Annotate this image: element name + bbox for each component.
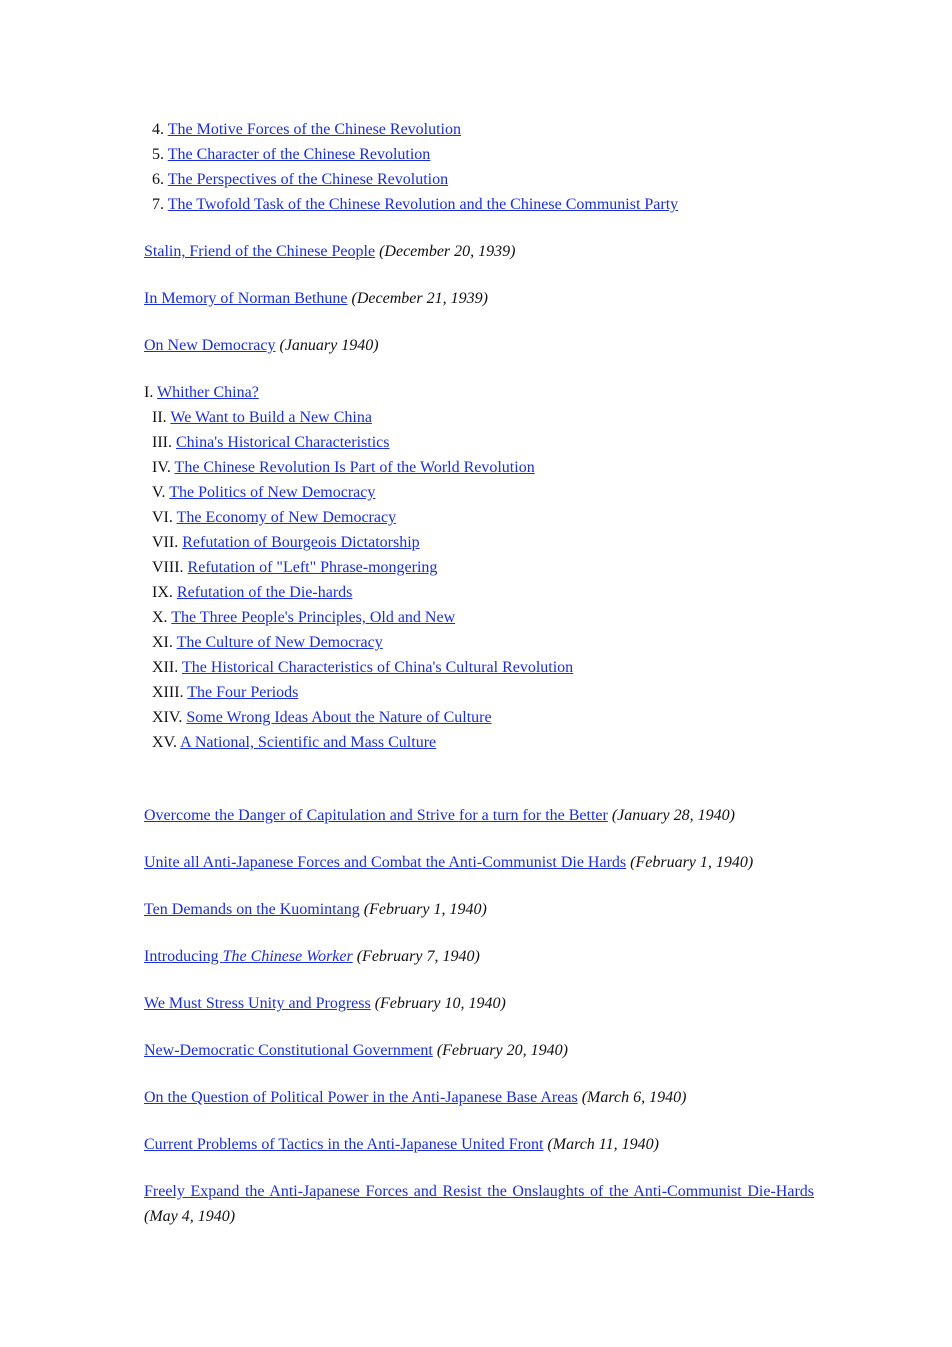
list-item (144, 580, 814, 605)
section-link-4[interactable]: The Chinese Revolution Is Part of the World Revolution (174, 459, 535, 476)
list-item (144, 505, 814, 530)
section-link-12[interactable]: The Historical Characteristics of China's Cultural Revolution (181, 659, 574, 676)
toc-link-ten-demands[interactable]: Ten Demands on the Kuomintang (144, 901, 360, 918)
document-page (144, 117, 814, 1229)
section-number: XI. (152, 634, 173, 651)
entry-date: (December 20, 1939) (379, 243, 516, 260)
toc-link-freely-expand[interactable]: Freely Expand the Anti-Japanese Forces and Resist the Onslaughts of the Anti-Communist Die-Hards (144, 1183, 814, 1200)
section-number: X. (152, 609, 168, 626)
section-link-2[interactable]: We Want to Build a New China (170, 409, 372, 426)
toc-link-current-problems-tactics[interactable]: Current Problems of Tactics in the Anti-Japanese United Front (144, 1136, 544, 1153)
toc-entry (144, 803, 814, 828)
section-link-9[interactable]: Refutation of the Die-hards (176, 584, 353, 601)
entry-date: (February 1, 1940) (363, 901, 487, 918)
section-number: IV. (152, 459, 171, 476)
entry-date: (February 20, 1940) (436, 1042, 568, 1059)
section-number: XIII. (152, 684, 184, 701)
section-link-6[interactable]: The Economy of New Democracy (176, 509, 397, 526)
list-item (144, 680, 814, 705)
entry-date: (January 1940) (279, 337, 379, 354)
section-link-8[interactable]: Refutation of "Left" Phrase-mongering (187, 559, 438, 576)
list-item (144, 530, 814, 555)
list-item (144, 555, 814, 580)
section-link-13[interactable]: The Four Periods (187, 684, 299, 701)
toc-link-character[interactable]: The Character of the Chinese Revolution (167, 146, 431, 163)
entry-date: (March 11, 1940) (547, 1136, 659, 1153)
section-link-15[interactable]: A National, Scientific and Mass Culture (180, 734, 437, 751)
list-item (144, 705, 814, 730)
toc-entry (144, 1038, 814, 1063)
section-link-1[interactable]: Whither China? (157, 384, 259, 401)
section-number: VII. (152, 534, 179, 551)
list-item (144, 455, 814, 480)
chinese-revolution-subsections (152, 117, 814, 217)
section-number: IX. (152, 584, 173, 601)
toc-link-stalin-friend[interactable]: Stalin, Friend of the Chinese People (144, 243, 376, 260)
item-number: 7. (152, 196, 164, 213)
entry-date: (February 7, 1940) (356, 948, 480, 965)
section-link-3[interactable]: China's Historical Characteristics (175, 434, 390, 451)
toc-link-introducing-chinese-worker[interactable] (144, 948, 353, 965)
toc-link-unity-progress[interactable]: We Must Stress Unity and Progress (144, 995, 371, 1012)
section-number: XIV. (152, 709, 183, 726)
section-link-14[interactable]: Some Wrong Ideas About the Nature of Culture (186, 709, 492, 726)
list-item (152, 142, 814, 167)
section-link-11[interactable]: The Culture of New Democracy (176, 634, 383, 651)
section-number: VIII. (152, 559, 184, 576)
toc-link-unite-forces[interactable]: Unite all Anti-Japanese Forces and Combat the Anti-Communist Die Hards (144, 854, 627, 871)
entry-date: (February 10, 1940) (374, 995, 506, 1012)
toc-link-new-democracy[interactable]: On New Democracy (144, 337, 276, 354)
toc-entry (144, 897, 814, 922)
toc-link-motive-forces[interactable]: The Motive Forces of the Chinese Revolution (167, 121, 461, 138)
list-item (152, 192, 814, 217)
section-link-10[interactable]: The Three People's Principles, Old and New (171, 609, 456, 626)
link-text: Introducing (144, 948, 223, 965)
toc-link-twofold-task[interactable]: The Twofold Task of the Chinese Revolution and the Chinese Communist Party (167, 196, 679, 213)
section-number: XV. (152, 734, 178, 751)
toc-link-constitutional-government[interactable]: New-Democratic Constitutional Government (144, 1042, 433, 1059)
toc-link-norman-bethune[interactable]: In Memory of Norman Bethune (144, 290, 348, 307)
entry-date: (February 1, 1940) (630, 854, 754, 871)
entry-date: (March 6, 1940) (581, 1089, 687, 1106)
list-item (144, 480, 814, 505)
entry-date: (December 21, 1939) (351, 290, 488, 307)
toc-entry (144, 286, 814, 311)
list-item (152, 117, 814, 142)
toc-entry (144, 991, 814, 1016)
toc-entry (144, 239, 814, 264)
toc-link-overcome-capitulation[interactable]: Overcome the Danger of Capitulation and Strive for a turn for the Better (144, 807, 608, 824)
item-number: 6. (152, 171, 164, 188)
toc-entry (144, 1085, 814, 1110)
list-item (144, 630, 814, 655)
toc-link-political-power[interactable]: On the Question of Political Power in the Anti-Japanese Base Areas (144, 1089, 578, 1106)
toc-entry (144, 944, 814, 969)
section-number: V. (152, 484, 166, 501)
toc-entry (144, 1179, 814, 1229)
entry-date: (May 4, 1940) (144, 1208, 236, 1225)
list-item (144, 655, 814, 680)
item-number: 5. (152, 146, 164, 163)
toc-entry (144, 850, 814, 875)
section-number: III. (152, 434, 172, 451)
list-item (144, 430, 814, 455)
entry-date: (January 28, 1940) (611, 807, 735, 824)
list-item (144, 380, 814, 405)
list-item (152, 167, 814, 192)
section-number: I. (144, 384, 154, 401)
section-number: VI. (152, 509, 173, 526)
list-item (144, 605, 814, 630)
list-item (144, 730, 814, 755)
section-link-5[interactable]: The Politics of New Democracy (169, 484, 376, 501)
new-democracy-sections (144, 380, 814, 755)
publication-title: The Chinese Worker (222, 948, 353, 965)
toc-entry (144, 1132, 814, 1157)
list-item (144, 405, 814, 430)
section-link-7[interactable]: Refutation of Bourgeois Dictatorship (182, 534, 420, 551)
section-number: XII. (152, 659, 179, 676)
toc-link-perspectives[interactable]: The Perspectives of the Chinese Revolution (167, 171, 449, 188)
item-number: 4. (152, 121, 164, 138)
toc-entry (144, 333, 814, 358)
section-number: II. (152, 409, 167, 426)
